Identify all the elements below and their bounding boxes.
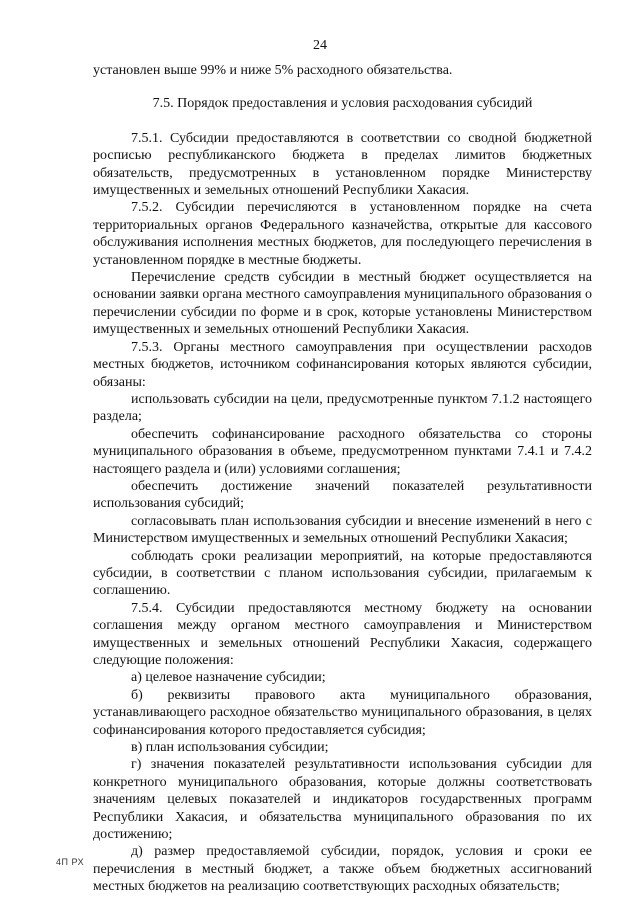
agreement-item: а) целевое назначение субсидии; xyxy=(131,670,326,686)
page-number: 24 xyxy=(313,38,327,53)
document-body xyxy=(93,62,592,896)
paragraph-7-5-3: 7.5.3. Органы местного самоуправления при осуществлении расходов местных бюджетов, источником софинансирования которых являются субсидии, обязаны: xyxy=(93,339,592,390)
obligation-item: соблюдать сроки реализации мероприятий, на которые предоставляются субсидии, в соответствии с планом использования субсидии, прилагаемым к соглашению. xyxy=(93,548,592,599)
obligation-item: согласовывать план использования субсидии и внесение изменений в него с Министерством имущественных и земельных отношений Республики Хакасия; xyxy=(93,513,592,547)
paragraph-7-5-4: 7.5.4. Субсидии предоставляются местному бюджету на основании соглашения между органом местного самоуправления и Министерством имущественных и земельных отношений Республики Хакасия, содержащего следующие положения: xyxy=(93,600,592,668)
agreement-item: д) размер предоставляемой субсидии, порядок, условия и сроки ее перечисления в местный бюджет, а также объем бюджетных ассигнований местных бюджетов на реализацию соответствующих расходных обязательств; xyxy=(93,844,592,895)
obligation-item: обеспечить достижение значений показателей результативности использования субсидий; xyxy=(93,478,592,512)
agreement-item: б) реквизиты правового акта муниципального образования, устанавливающего расходное обязательство муниципального образования, в целях софинансирования которого предоставляется субсидия; xyxy=(93,687,592,738)
agreement-item: г) значения показателей результативности использования субсидии для конкретного муниципального образования, которые должны соответствовать значениям целевых показателей и индикаторов государственных программ Республики Хакасия, и обязательства муниципального образования по их достижению; xyxy=(93,757,592,843)
paragraph-7-5-2: 7.5.2. Субсидии перечисляются в установленном порядке на счета территориальных органов Федерального казначейства, открытые для кассового обслуживания исполнения местных бюджетов, для последующего перечисления в установленном порядке в местные бюджеты. xyxy=(93,200,592,268)
footer-code: 4П РХ xyxy=(56,857,85,867)
paragraph-7-5-1: 7.5.1. Субсидии предоставляются в соответствии со сводной бюджетной росписью республиканского бюджета в пределах лимитов бюджетных обязательств, предусмотренных в установленном порядке Министерству имущественных и земельных отношений Республики Хакасия. xyxy=(93,130,592,199)
agreement-item: в) план использования субсидии; xyxy=(131,740,329,756)
obligation-item: использовать субсидии на цели, предусмотренные пунктом 7.1.2 настоящего раздела; xyxy=(93,391,592,425)
paragraph-transfer: Перечисление средств субсидии в местный бюджет осуществляется на основании заявки органа местного самоуправления муниципального образования о перечислении субсидии по форме и в срок, которые установлены Министерством имущественных и земельных отношений Республики Хакасия. xyxy=(93,270,592,338)
obligation-item: обеспечить софинансирование расходного обязательства со стороны муниципального образования в объеме, предусмотренном пунктами 7.4.1 и 7.4.2 настоящего раздела и (или) условиями соглашения; xyxy=(93,426,592,477)
intro-line: установлен выше 99% и ниже 5% расходного обязательства. xyxy=(93,63,453,78)
section-heading: 7.5. Порядок предоставления и условия расходования субсидий xyxy=(152,96,533,112)
